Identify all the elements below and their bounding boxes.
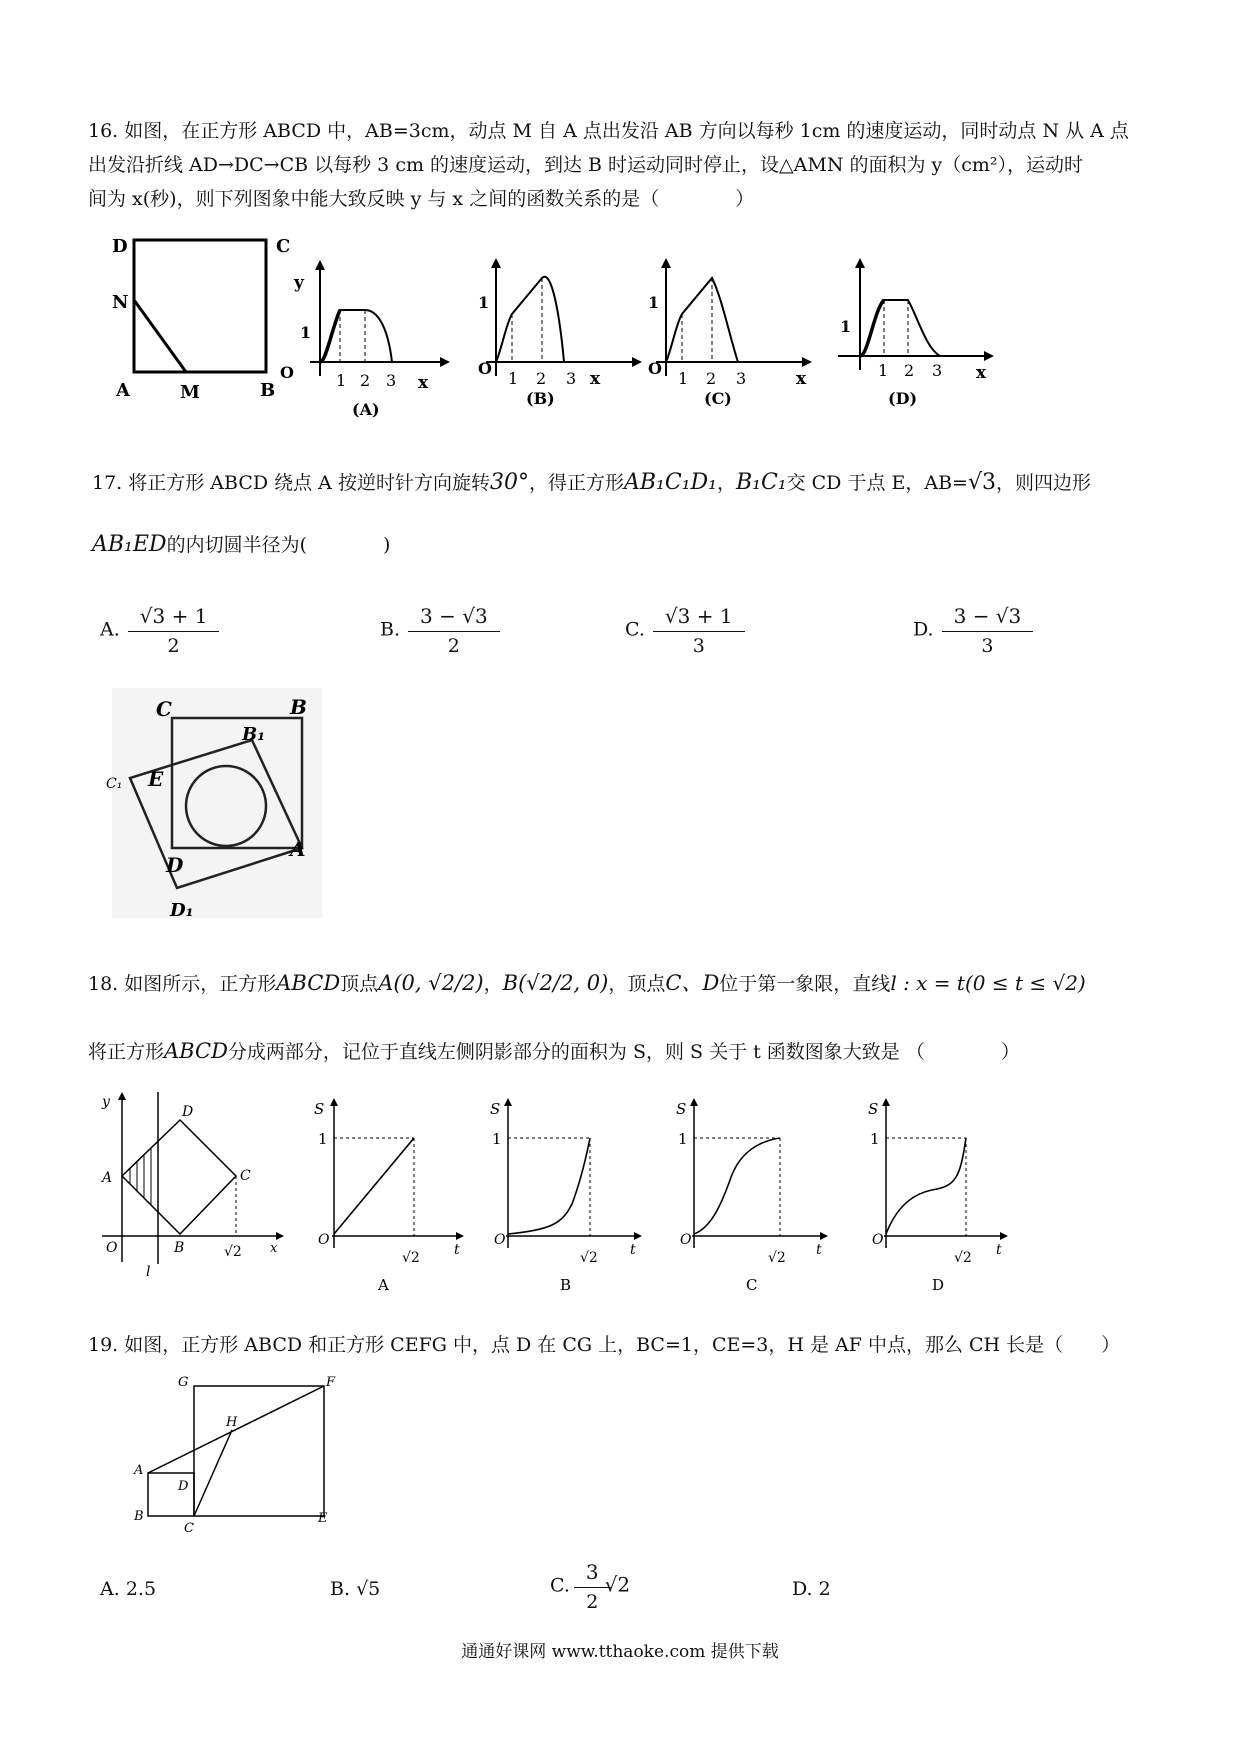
- q17-option-d: D. $\frac{3 - √3}{3}$: [913, 604, 1027, 657]
- svg-text:√2: √2: [224, 1244, 242, 1260]
- svg-text:O: O: [494, 1232, 506, 1248]
- q18-graph-c: [676, 1098, 836, 1298]
- svg-text:t: t: [816, 1242, 822, 1258]
- q16-graph-a: [280, 258, 450, 419]
- label-b: B: [260, 380, 276, 401]
- square-cefg: [194, 1386, 324, 1516]
- svg-text:√2: √2: [402, 1250, 420, 1266]
- caption-b: B: [560, 1276, 572, 1294]
- q19-squares-figure: [128, 1375, 348, 1538]
- svg-text:D: D: [182, 1104, 194, 1120]
- caption-d: (D): [888, 389, 918, 408]
- svg-text:x: x: [976, 363, 987, 383]
- q19-option-c: C. $\frac{3}{2}$ √2: [550, 1560, 631, 1613]
- caption-a: A: [378, 1276, 389, 1294]
- q16-graph-c: [648, 258, 816, 418]
- svg-text:l: l: [146, 1264, 151, 1280]
- svg-text:√2: √2: [954, 1250, 972, 1266]
- svg-text:D: D: [166, 853, 184, 877]
- svg-text:O: O: [680, 1232, 692, 1248]
- label-d: D: [112, 236, 128, 257]
- svg-text:A: A: [290, 837, 306, 861]
- svg-text:S: S: [676, 1100, 687, 1118]
- svg-text:2: 2: [360, 371, 371, 390]
- svg-text:x: x: [270, 1241, 278, 1256]
- caption-d: D: [932, 1276, 945, 1294]
- svg-text:x: x: [418, 373, 429, 393]
- svg-text:O: O: [318, 1232, 330, 1248]
- footer: 通通好课网 www.tthaoke.com 提供下载: [461, 1642, 779, 1662]
- svg-text:B: B: [134, 1509, 144, 1524]
- q18-graph-a: [306, 1098, 466, 1298]
- segment-ch: [194, 1430, 232, 1516]
- svg-text:3: 3: [932, 361, 943, 380]
- q16-graph-d: [838, 258, 998, 418]
- label-c: C: [276, 236, 291, 257]
- caption-c: (C): [704, 389, 732, 408]
- svg-text:O: O: [648, 359, 662, 378]
- svg-text:t: t: [630, 1242, 636, 1258]
- svg-text:t: t: [996, 1242, 1002, 1258]
- svg-text:1: 1: [678, 1130, 688, 1148]
- caption-a: (A): [352, 400, 380, 419]
- q17-rotated-square-figure: [106, 688, 322, 921]
- svg-text:F: F: [326, 1375, 336, 1390]
- segment-nm: [134, 300, 186, 372]
- label-n: N: [112, 292, 129, 313]
- svg-text:y: y: [294, 273, 304, 293]
- svg-text:1: 1: [336, 371, 347, 390]
- svg-text:3: 3: [566, 369, 577, 388]
- svg-text:C₁: C₁: [106, 776, 123, 792]
- svg-text:y: y: [102, 1094, 110, 1110]
- svg-text:H: H: [226, 1415, 238, 1430]
- svg-text:C: C: [156, 697, 172, 721]
- q17-option-b: B. $\frac{3 - √3}{2}$: [380, 604, 494, 657]
- svg-text:C: C: [184, 1521, 194, 1536]
- q19-option-b: B. √5: [330, 1578, 381, 1600]
- svg-text:B₁: B₁: [242, 724, 266, 745]
- svg-text:B: B: [174, 1240, 185, 1256]
- q17-option-c: C. $\frac{√3 + 1}{3}$: [625, 604, 739, 657]
- q19-option-d: D. 2: [792, 1578, 831, 1600]
- svg-text:C: C: [240, 1168, 251, 1184]
- svg-text:S: S: [314, 1100, 325, 1118]
- svg-text:1: 1: [878, 361, 889, 380]
- q16-line-1: 16. 如图，在正方形 ABCD 中，AB=3cm，动点 M 自 A 点出发沿 AB 方向以每秒 1cm 的速度运动，同时动点 N 从 A 点: [88, 120, 1129, 142]
- label-m: M: [180, 382, 200, 403]
- svg-text:1: 1: [492, 1130, 502, 1148]
- q16-square-figure: [98, 218, 291, 403]
- svg-text:3: 3: [386, 371, 397, 390]
- q17-line-2: AB₁ED的内切圆半径为( ): [92, 532, 391, 557]
- svg-text:D: D: [178, 1479, 189, 1494]
- square-abcd: [122, 1120, 236, 1234]
- svg-text:1: 1: [508, 369, 519, 388]
- svg-text:1: 1: [840, 317, 852, 336]
- q18-graph-d: [856, 1098, 1016, 1298]
- svg-text:2: 2: [536, 369, 547, 388]
- svg-text:1: 1: [678, 369, 689, 388]
- svg-text:1: 1: [648, 293, 660, 312]
- svg-text:1: 1: [478, 293, 490, 312]
- svg-text:E: E: [318, 1511, 328, 1526]
- label-a: A: [116, 380, 130, 401]
- q19-line-1: 19. 如图，正方形 ABCD 和正方形 CEFG 中，点 D 在 CG 上，BC=1，CE=3，H 是 AF 中点，那么 CH 长是（ ）: [88, 1334, 1121, 1356]
- svg-text:S: S: [868, 1100, 879, 1118]
- svg-text:G: G: [178, 1375, 189, 1390]
- svg-text:√2: √2: [580, 1250, 598, 1266]
- svg-text:t: t: [454, 1242, 460, 1258]
- svg-text:1: 1: [300, 323, 312, 342]
- caption-c: C: [746, 1276, 758, 1294]
- q17-option-a: A. $\frac{√3 + 1}{2}$: [100, 604, 213, 657]
- caption-b: (B): [526, 389, 555, 408]
- svg-text:A: A: [102, 1170, 113, 1186]
- svg-text:2: 2: [904, 361, 915, 380]
- svg-text:1: 1: [870, 1130, 880, 1148]
- svg-text:D₁: D₁: [170, 900, 194, 921]
- q19-option-a: A. 2.5: [100, 1578, 157, 1600]
- svg-text:1: 1: [318, 1130, 328, 1148]
- svg-text:O: O: [872, 1232, 884, 1248]
- q16-graph-b: [478, 258, 646, 418]
- q18-line-2: 将正方形ABCD分成两部分，记位于直线左侧阴影部分的面积为 S，则 S 关于 t 函数图象大致是 （ ）: [88, 1039, 1020, 1063]
- q17-line-1: 17. 将正方形 ABCD 绕点 A 按逆时针方向旋转30°，得正方形AB₁C₁D₁，B₁C₁交 CD 于点 E，AB=√3，则四边形: [92, 470, 1092, 495]
- svg-text:O: O: [280, 363, 294, 382]
- svg-text:B: B: [290, 695, 307, 719]
- q18-graph-b: [490, 1098, 650, 1298]
- svg-text:S: S: [490, 1100, 501, 1118]
- svg-text:A: A: [134, 1463, 144, 1478]
- q18-line-1: 18. 如图所示，正方形ABCD顶点A(0, √2/2)，B(√2/2, 0)，顶点C、D位于第一象限，直线l : x = t(0 ≤ t ≤ √2): [88, 971, 1086, 995]
- svg-text:E: E: [148, 767, 164, 791]
- svg-text:x: x: [796, 369, 807, 389]
- svg-text:O: O: [106, 1240, 118, 1256]
- q16-line-3: 间为 x(秒)，则下列图象中能大致反映 y 与 x 之间的函数关系的是（ ）: [88, 188, 755, 210]
- svg-text:2: 2: [706, 369, 717, 388]
- q16-line-2: 出发沿折线 AD→DC→CB 以每秒 3 cm 的速度运动，到达 B 时运动同时停止，设△AMN 的面积为 y（cm²），运动时: [88, 154, 1084, 176]
- q18-coordinate-figure: [100, 1092, 280, 1292]
- square-abcd: [134, 240, 266, 372]
- svg-text:x: x: [590, 369, 601, 389]
- svg-text:O: O: [478, 359, 492, 378]
- svg-text:√2: √2: [768, 1250, 786, 1266]
- svg-text:3: 3: [736, 369, 747, 388]
